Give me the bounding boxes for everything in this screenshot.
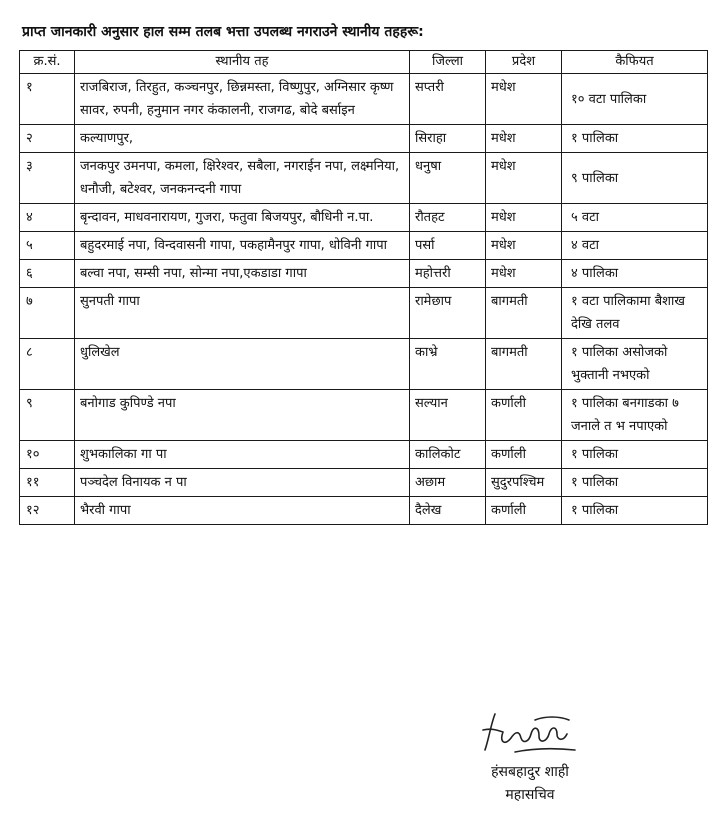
cell-remarks: १ पालिका असोजको भुक्तानी नभएको [562,339,708,390]
cell-serial: ६ [20,260,75,288]
cell-serial: २ [20,125,75,153]
table-row [20,441,708,469]
cell-district: सिराहा [410,125,486,153]
table-row [20,153,708,204]
cell-province: कर्णाली [486,390,562,441]
cell-serial: ५ [20,232,75,260]
cell-local-level: राजबिराज, तिरहुत, कञ्चनपुर, छिन्नमस्ता, विष्णुपुर, अग्निसार कृष्ण सावर, रुपनी, हनुमान नगर कंकालनी, राजगढ, बोदे बर्साइन [75,74,410,125]
cell-district: अछाम [410,469,486,497]
table-row [20,204,708,232]
cell-province: कर्णाली [486,441,562,469]
cell-remarks: १ पालिका [562,125,708,153]
cell-province: बागमती [486,288,562,339]
cell-district: महोत्तरी [410,260,486,288]
signer-name: हंसबहादुर शाही [491,764,569,780]
cell-district: रौतहट [410,204,486,232]
header-district: जिल्ला [410,51,486,74]
cell-local-level: बृन्दावन, माधवनारायण, गुजरा, फतुवा बिजयपुर, बौधिनी न.पा. [75,204,410,232]
cell-serial: ४ [20,204,75,232]
header-remarks: कैफियत [562,51,708,74]
table-row [20,260,708,288]
cell-district: पर्सा [410,232,486,260]
cell-province: बागमती [486,339,562,390]
signature-block [400,708,660,804]
document-heading: प्राप्त जानकारी अनुसार हाल सम्म तलब भत्ता उपलब्ध नगराउने स्थानीय तहहरू: [22,24,424,40]
header-local-level: स्थानीय तह [75,51,410,74]
cell-remarks: ५ वटा [562,204,708,232]
cell-serial: ३ [20,153,75,204]
cell-province: मधेश [486,260,562,288]
cell-local-level: जनकपुर उमनपा, कमला, क्षिरेश्वर, सबैला, नगराईन नपा, लक्ष्मनिया, धनौजी, बटेश्वर, जनकनन्दनी गापा [75,153,410,204]
cell-local-level: शुभकालिका गा पा [75,441,410,469]
cell-province: सुदुरपश्चिम [486,469,562,497]
cell-local-level: बहुदरमाई नपा, विन्दवासनी गापा, पकहामैनपुर गापा, धोविनी गापा [75,232,410,260]
cell-district: सप्तरी [410,74,486,125]
cell-serial: १ [20,74,75,125]
cell-district: दैलेख [410,497,486,525]
cell-serial: ७ [20,288,75,339]
cell-province: कर्णाली [486,497,562,525]
table-row [20,339,708,390]
table-row [20,232,708,260]
cell-local-level: बल्वा नपा, सम्सी नपा, सोन्मा नपा,एकडाडा गापा [75,260,410,288]
cell-local-level: सुनपती गापा [75,288,410,339]
cell-district: सल्यान [410,390,486,441]
cell-district: रामेछाप [410,288,486,339]
cell-serial: १० [20,441,75,469]
cell-province: मधेश [486,232,562,260]
table-body [20,74,708,525]
cell-district: कालिकोट [410,441,486,469]
cell-local-level: भैरवी गापा [75,497,410,525]
table-header-row [20,51,708,74]
local-levels-table [19,50,708,525]
header-province: प्रदेश [486,51,562,74]
cell-serial: १२ [20,497,75,525]
cell-remarks: १ पालिका बनगाडका ७ जनाले त भ नपाएको [562,390,708,441]
table-row [20,497,708,525]
cell-district: काभ्रे [410,339,486,390]
table-row [20,288,708,339]
cell-local-level: धुलिखेल [75,339,410,390]
cell-local-level: बनोगाड कुपिण्डे नपा [75,390,410,441]
cell-remarks: १ पालिका [562,497,708,525]
cell-remarks: १ पालिका [562,441,708,469]
table-row [20,390,708,441]
cell-remarks: १ पालिका [562,469,708,497]
header-serial: क्र.सं. [20,51,75,74]
cell-province: मधेश [486,74,562,125]
cell-serial: ८ [20,339,75,390]
cell-province: मधेश [486,125,562,153]
table-row [20,125,708,153]
cell-province: मधेश [486,153,562,204]
cell-remarks: ४ वटा [562,232,708,260]
cell-local-level: कल्याणपुर, [75,125,410,153]
cell-remarks: १० वटा पालिका [562,74,708,125]
cell-province: मधेश [486,204,562,232]
cell-remarks: ९ पालिका [562,153,708,204]
table-row [20,469,708,497]
cell-serial: ९ [20,390,75,441]
signer-title: महासचिव [505,787,555,803]
cell-local-level: पञ्चदेल विनायक न पा [75,469,410,497]
cell-remarks: १ वटा पालिकामा बैशाख देखि तलव [562,288,708,339]
signature-image [475,708,585,758]
cell-remarks: ४ पालिका [562,260,708,288]
table-row [20,74,708,125]
cell-district: धनुषा [410,153,486,204]
cell-serial: ११ [20,469,75,497]
